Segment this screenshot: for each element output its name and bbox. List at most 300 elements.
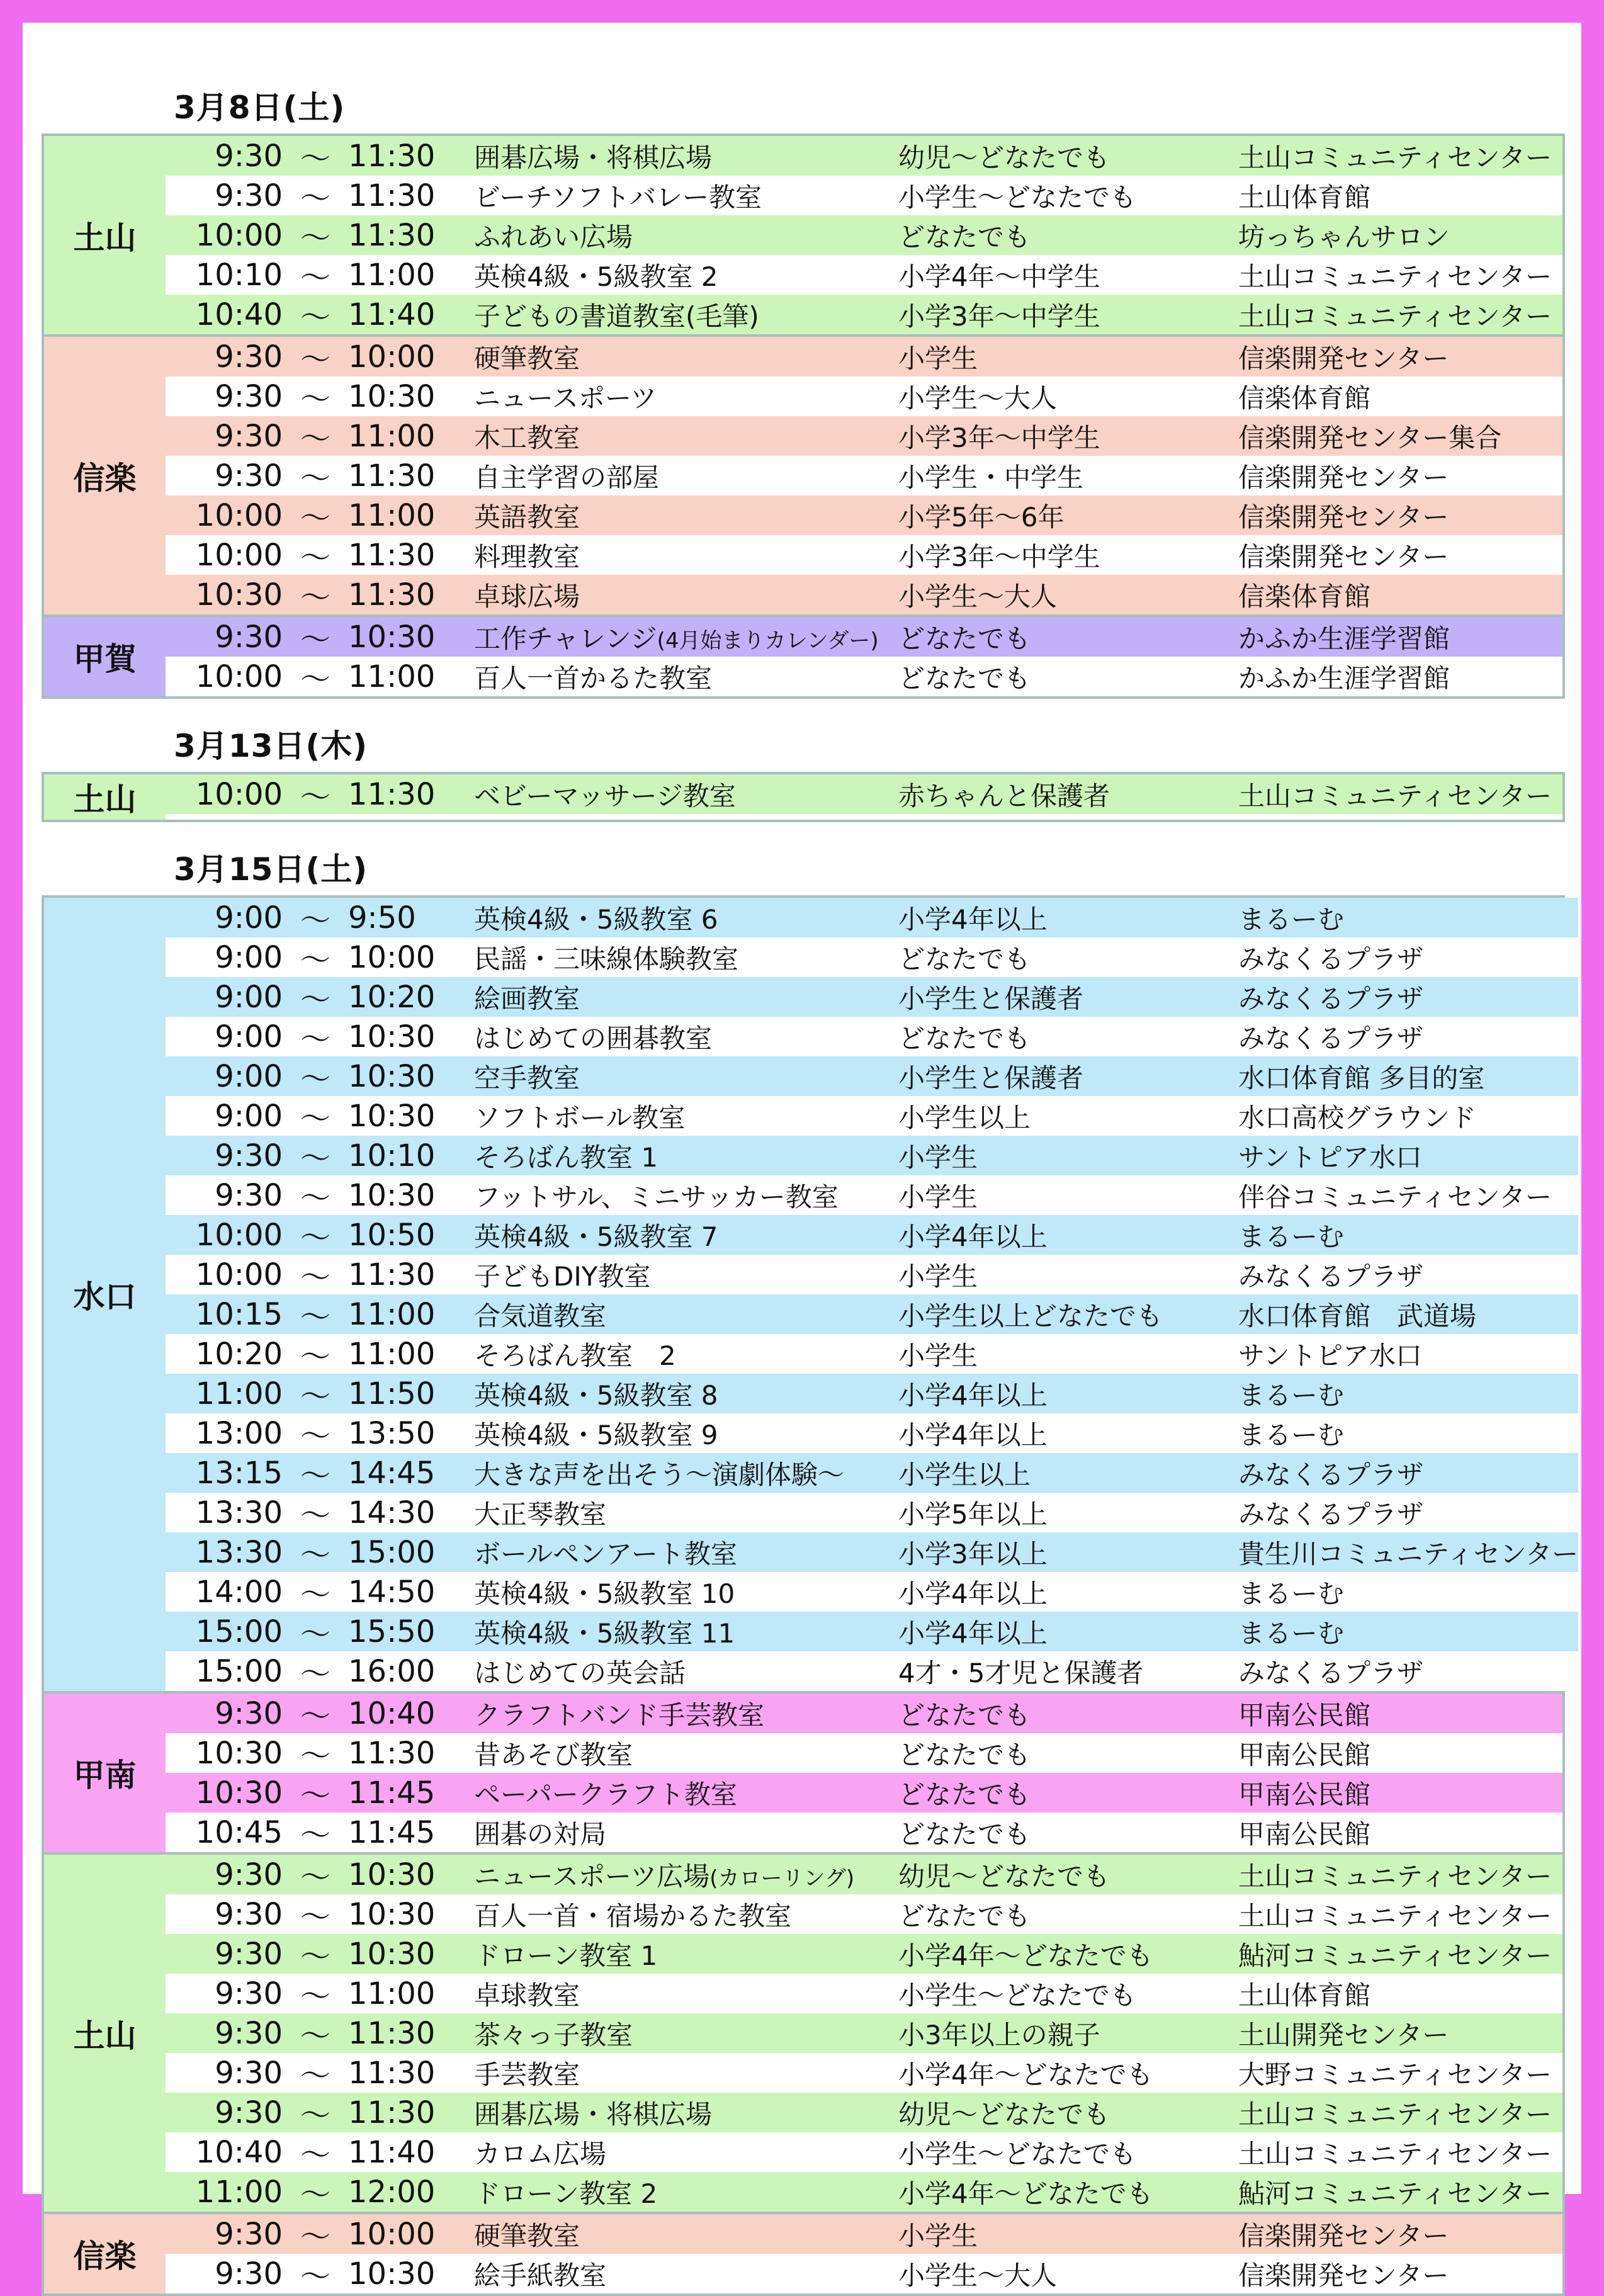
event-place: 土山コミュニティセンター: [1238, 780, 1552, 812]
event-name: [468, 576, 898, 614]
event-row: [166, 1255, 1578, 1294]
event-rows: [166, 1855, 1562, 2212]
area-label: 水口: [44, 898, 166, 1691]
start-time: 10:00: [195, 217, 283, 253]
event-row: [166, 2172, 1562, 2212]
event-row: [166, 1493, 1578, 1532]
time-separator: ～: [300, 1458, 330, 1493]
start-time: 15:00: [195, 1614, 283, 1649]
time-separator: ～: [300, 2219, 330, 2254]
end-time: 10:10: [348, 1138, 436, 1173]
area-label: 土山: [44, 774, 166, 820]
event-place: 伴谷コミュニティセンター: [1238, 1181, 1552, 1213]
event-name-text: ふれあい広場: [474, 221, 633, 252]
time-separator: ～: [300, 260, 330, 295]
event-name: [468, 1018, 898, 1056]
event-place: まるーむ: [1238, 903, 1345, 935]
event-row: [166, 2132, 1562, 2172]
start-time: 10:00: [195, 1217, 283, 1253]
event-target: 小学4年以上: [898, 1419, 1048, 1451]
time-separator: ～: [300, 1101, 330, 1136]
event-target: 小学生・中学生: [898, 461, 1084, 493]
event-name-text: ベビーマッサージ教室: [474, 780, 736, 812]
time-separator: ～: [300, 421, 330, 456]
start-time: 9:00: [215, 939, 283, 975]
event-name-text: ソフトボール教室: [474, 1102, 686, 1133]
time-separator: ～: [300, 1061, 330, 1097]
event-target: 小学4年以上: [898, 903, 1048, 935]
time-separator: ～: [300, 1260, 330, 1295]
event-name: [468, 1653, 898, 1690]
start-time: 11:00: [195, 2174, 283, 2210]
event-name-text: ドローン教室 2: [474, 2178, 658, 2209]
event-target: 小学4年以上: [898, 1578, 1048, 1609]
event-name: [468, 2215, 898, 2253]
time-separator: ～: [300, 1699, 330, 1734]
event-name-text: 料理教室: [474, 541, 580, 572]
end-time: 11:00: [348, 1296, 436, 1332]
start-time: 10:00: [195, 659, 283, 694]
event-target: 小学5年以上: [898, 1498, 1048, 1530]
event-name-text: 子どもの書道教室(毛筆): [474, 300, 759, 332]
start-time: 13:30: [195, 1534, 283, 1570]
event-row: [166, 416, 1562, 456]
end-time: 11:00: [348, 257, 436, 293]
event-place: 土山開発センター: [1238, 2019, 1449, 2050]
event-name: [468, 1534, 898, 1571]
event-name-text: 硬筆教室: [474, 2220, 580, 2251]
event-name-text: 英検4級・5級教室 8: [474, 1379, 718, 1411]
start-time: 14:00: [195, 1574, 283, 1610]
event-place: サントピア水口: [1238, 1141, 1422, 1173]
end-time: 11:30: [348, 537, 436, 573]
event-name-text: 囲碁広場・将棋広場: [474, 142, 713, 173]
event-target: 小学生と保護者: [898, 1062, 1084, 1094]
end-time: 11:00: [348, 1976, 436, 2011]
end-time: 11:30: [348, 1735, 436, 1771]
event-name: [468, 1335, 898, 1373]
event-place: 土山コミュニティセンター: [1238, 1860, 1552, 1892]
end-time: 10:30: [348, 1936, 436, 1972]
event-name: [468, 1856, 898, 1894]
start-time: 13:30: [195, 1495, 283, 1530]
area-label: 信楽: [44, 337, 166, 614]
time-separator: ～: [300, 982, 330, 1017]
event-row: [166, 977, 1578, 1017]
end-time: 11:40: [348, 297, 436, 332]
event-row: [166, 2093, 1562, 2132]
event-target: 小学生: [898, 1260, 978, 1292]
start-time: 15:00: [195, 1653, 283, 1689]
event-row: [166, 1532, 1578, 1572]
end-time: 10:30: [348, 1098, 436, 1134]
time-separator: ～: [300, 1939, 330, 1974]
event-target: 小学4年～どなたでも: [898, 1940, 1153, 1971]
event-target: どなたでも: [898, 943, 1031, 975]
end-time: 10:30: [348, 619, 436, 655]
event-name: [468, 2015, 898, 2052]
event-name: [468, 1058, 898, 1095]
time-separator: ～: [300, 2137, 330, 2173]
event-target: 幼児～どなたでも: [898, 142, 1110, 173]
event-place: 信楽開発センター: [1238, 461, 1449, 493]
event-target: 4才・5才児と保護者: [898, 1657, 1144, 1688]
event-target: 小学4年以上: [898, 1379, 1048, 1411]
event-row: [166, 1773, 1562, 1812]
time-separator: ～: [300, 779, 330, 815]
event-place: まるーむ: [1238, 1221, 1345, 1252]
start-time: 9:30: [215, 1138, 283, 1173]
start-time: 9:30: [215, 2055, 283, 2091]
start-time: 9:00: [215, 1058, 283, 1094]
event-target: どなたでも: [898, 1818, 1031, 1850]
event-place: 信楽開発センター: [1238, 2220, 1449, 2251]
start-time: 9:00: [215, 1019, 283, 1055]
event-row: [166, 575, 1562, 614]
event-place: 信楽体育館: [1238, 580, 1371, 612]
end-time: 11:30: [348, 1257, 436, 1292]
event-name: [468, 658, 898, 696]
start-time: 9:30: [215, 2256, 283, 2292]
time-separator: ～: [300, 1899, 330, 1935]
event-name: [468, 776, 898, 813]
event-rows: [166, 136, 1562, 334]
event-name-text: 子どもDIY教室: [474, 1260, 651, 1292]
event-name-text: 空手教室: [474, 1062, 580, 1094]
end-time: 10:30: [348, 1857, 436, 1892]
end-time: 11:30: [348, 776, 436, 812]
event-name-text: フットサル、ミニサッカー教室: [474, 1181, 839, 1213]
event-target: どなたでも: [898, 662, 1031, 694]
event-name-text: 絵手紙教室: [474, 2259, 607, 2291]
start-time: 10:00: [195, 1257, 283, 1292]
time-separator: ～: [300, 220, 330, 256]
event-target: 小学生以上: [898, 1102, 1031, 1133]
event-target: 小学生: [898, 1340, 978, 1371]
time-separator: ～: [300, 1418, 330, 1454]
event-name-text: ニュースポーツ: [474, 382, 657, 414]
event-place: みなくるプラザ: [1238, 1459, 1424, 1490]
event-place: 土山コミュニティセンター: [1238, 2098, 1552, 2130]
event-name: [468, 1256, 898, 1294]
event-target: 赤ちゃんと保護者: [898, 780, 1110, 812]
event-name-text: 英検4級・5級教室 2: [474, 261, 718, 292]
event-target: どなたでも: [898, 1900, 1031, 1931]
event-row: [166, 535, 1562, 575]
event-name: [468, 1573, 898, 1611]
event-rows: [166, 774, 1562, 820]
start-time: 9:30: [215, 418, 283, 454]
area-block: [42, 1694, 1565, 1855]
time-separator: ～: [300, 1656, 330, 1692]
end-time: 10:00: [348, 939, 436, 975]
event-name: [468, 1975, 898, 2013]
event-place: みなくるプラザ: [1238, 1022, 1424, 1054]
start-time: 10:00: [195, 537, 283, 573]
time-separator: ～: [300, 1617, 330, 1652]
event-target: どなたでも: [898, 623, 1031, 654]
event-name-note: (4月始まりカレンダー): [657, 628, 879, 653]
time-separator: ～: [300, 1141, 330, 1176]
event-row: [166, 898, 1578, 937]
start-time: 9:30: [215, 1976, 283, 2011]
event-name-text: 絵画教室: [474, 983, 580, 1014]
end-time: 14:45: [348, 1455, 436, 1491]
time-separator: ～: [300, 2259, 330, 2294]
date-heading: 3月13日(木): [174, 728, 368, 764]
event-place: まるーむ: [1238, 1578, 1345, 1609]
event-target: 小学3年～中学生: [898, 541, 1100, 572]
event-name: [468, 1216, 898, 1254]
event-target: 小3年以上の親子: [898, 2019, 1100, 2050]
area-label: 信楽: [44, 2214, 166, 2293]
event-rows: [166, 617, 1562, 696]
event-row: [166, 1855, 1562, 1894]
start-time: 9:30: [215, 1936, 283, 1972]
event-name: [468, 1613, 898, 1651]
event-row: [166, 1651, 1578, 1691]
end-time: 11:50: [348, 1376, 436, 1411]
event-name-text: ビーチソフトバレー教室: [474, 181, 762, 213]
end-time: 10:50: [348, 1217, 436, 1253]
event-target: 小学生～大人: [898, 382, 1058, 414]
time-separator: ～: [300, 2177, 330, 2212]
event-name-text: 百人一首・宿場かるた教室: [474, 1900, 792, 1931]
event-name: [468, 177, 898, 215]
start-time: 9:30: [215, 339, 283, 375]
event-name-text: 英検4級・5級教室 10: [474, 1578, 735, 1609]
event-name-text: 茶々っ子教室: [474, 2019, 633, 2050]
start-time: 11:00: [195, 1376, 283, 1411]
event-target: 小学生以上: [898, 1459, 1031, 1490]
event-row: [166, 1733, 1562, 1773]
event-target: 小学生: [898, 1141, 978, 1173]
event-target: 小学生～どなたでも: [898, 2138, 1137, 2169]
event-row: [166, 1056, 1578, 1096]
event-name: [468, 618, 898, 656]
end-time: 14:30: [348, 1495, 436, 1530]
event-name: [468, 1814, 898, 1852]
area-label: 甲賀: [44, 617, 166, 696]
time-separator: ～: [300, 461, 330, 496]
time-separator: ～: [300, 300, 330, 335]
event-place: 甲南公民館: [1238, 1739, 1371, 1770]
event-target: 小学3年～中学生: [898, 422, 1100, 453]
start-time: 9:30: [215, 1177, 283, 1213]
end-time: 10:40: [348, 1695, 436, 1731]
area-label: 土山: [44, 136, 166, 334]
event-target: 小学生: [898, 1181, 978, 1213]
time-separator: ～: [300, 580, 330, 615]
end-time: 10:00: [348, 339, 436, 375]
event-row: [166, 1175, 1578, 1215]
event-row: [166, 337, 1562, 376]
end-time: 13:50: [348, 1415, 436, 1451]
time-separator: ～: [300, 141, 330, 176]
event-row: [166, 2254, 1562, 2293]
time-separator: ～: [300, 1860, 330, 1895]
event-target: どなたでも: [898, 1699, 1031, 1731]
event-name: [468, 2094, 898, 2132]
event-place: 水口体育館 多目的室: [1238, 1062, 1485, 1094]
end-time: 11:30: [348, 2095, 436, 2130]
event-row: [166, 2214, 1562, 2254]
time-separator: ～: [300, 1022, 330, 1057]
time-separator: ～: [300, 2018, 330, 2054]
end-time: 9:50: [348, 900, 416, 936]
event-name: [468, 1296, 898, 1333]
start-time: 10:30: [195, 577, 283, 613]
event-place: 信楽体育館: [1238, 382, 1371, 414]
time-separator: ～: [300, 1577, 330, 1612]
event-target: 小学生～どなたでも: [898, 181, 1137, 213]
event-name-text: 卓球広場: [474, 580, 580, 612]
event-target: 小学生～大人: [898, 580, 1058, 612]
event-row: [166, 376, 1562, 416]
event-name: [468, 2134, 898, 2171]
start-time: 9:00: [215, 979, 283, 1015]
time-separator: ～: [300, 622, 330, 657]
event-name: [468, 1415, 898, 1452]
end-time: 16:00: [348, 1653, 436, 1689]
event-place: みなくるプラザ: [1238, 1657, 1424, 1688]
event-target: 小学生～どなたでも: [898, 1979, 1137, 2011]
event-row: [166, 1453, 1578, 1493]
event-name-text: ドローン教室 1: [474, 1940, 658, 1971]
end-time: 10:20: [348, 979, 436, 1015]
time-separator: ～: [300, 1537, 330, 1573]
time-separator: ～: [300, 2058, 330, 2093]
event-target: 小学5年～6年: [898, 501, 1065, 533]
event-place: まるーむ: [1238, 1419, 1345, 1451]
event-place: 信楽開発センター: [1238, 541, 1449, 572]
event-place: 貴生川コミュニティセンター: [1238, 1538, 1579, 1569]
event-place: 信楽開発センター集合: [1238, 422, 1502, 453]
event-name: [468, 1896, 898, 1933]
event-name-text: 木工教室: [474, 422, 580, 453]
end-time: 10:30: [348, 378, 436, 414]
time-separator: ～: [300, 540, 330, 575]
end-time: 11:00: [348, 418, 436, 454]
time-separator: ～: [300, 1299, 330, 1335]
end-time: 11:30: [348, 577, 436, 613]
start-time: 9:00: [215, 1098, 283, 1134]
start-time: 9:00: [215, 900, 283, 936]
start-time: 10:10: [195, 257, 283, 293]
event-place: まるーむ: [1238, 1617, 1345, 1649]
time-separator: ～: [300, 903, 330, 938]
start-time: 10:45: [195, 1814, 283, 1850]
event-place: 土山コミュニティセンター: [1238, 142, 1552, 173]
end-time: 11:30: [348, 138, 436, 174]
event-place: 土山体育館: [1238, 1979, 1371, 2011]
event-name-text: 工作チャレンジ: [474, 623, 657, 654]
event-name-text: 卓球教室: [474, 1979, 580, 2011]
event-name: [468, 1137, 898, 1175]
time-separator: ～: [300, 500, 330, 536]
start-time: 9:30: [215, 1695, 283, 1731]
end-time: 11:40: [348, 2134, 436, 2170]
start-time: 9:30: [215, 2015, 283, 2051]
time-separator: ～: [300, 1379, 330, 1414]
time-separator: ～: [300, 1738, 330, 1773]
start-time: 9:30: [215, 458, 283, 494]
event-place: 甲南公民館: [1238, 1699, 1371, 1731]
end-time: 10:30: [348, 2256, 436, 2292]
event-name: [468, 2054, 898, 2092]
event-place: 土山コミュニティセンター: [1238, 2138, 1552, 2169]
event-row: [166, 1694, 1562, 1733]
time-separator: ～: [300, 1778, 330, 1813]
event-target: 小学生以上どなたでも: [898, 1300, 1163, 1332]
end-time: 15:00: [348, 1534, 436, 1570]
event-row: [166, 1136, 1578, 1175]
event-name-text: 硬筆教室: [474, 342, 580, 374]
area-block: [42, 772, 1565, 822]
event-name: [468, 1695, 898, 1733]
event-target: どなたでも: [898, 1739, 1031, 1770]
time-separator: ～: [300, 942, 330, 978]
event-name: [468, 1097, 898, 1135]
end-time: 15:50: [348, 1614, 436, 1649]
event-row: [166, 1374, 1578, 1413]
start-time: 10:30: [195, 1775, 283, 1811]
time-separator: ～: [300, 1220, 330, 1255]
start-time: 9:30: [215, 1896, 283, 1932]
event-target: どなたでも: [898, 1022, 1031, 1054]
end-time: 11:00: [348, 497, 436, 533]
event-name: [468, 2255, 898, 2293]
end-time: 11:30: [348, 178, 436, 213]
event-place: 信楽開発センター: [1238, 2259, 1449, 2291]
end-time: 10:30: [348, 1019, 436, 1055]
area-block: [42, 1855, 1565, 2214]
event-row: [166, 774, 1562, 814]
event-name: [468, 256, 898, 294]
event-name-text: 昔あそび教室: [474, 1739, 633, 1770]
area-label: 土山: [44, 1855, 166, 2212]
area-block: [42, 2214, 1565, 2296]
event-place: 土山コミュニティセンター: [1238, 1900, 1552, 1931]
event-row: [166, 1894, 1562, 1934]
end-time: 11:45: [348, 1775, 436, 1811]
event-name: [468, 939, 898, 976]
event-target: 小学3年～中学生: [898, 300, 1100, 332]
event-target: 小学4年～どなたでも: [898, 2059, 1153, 2090]
start-time: 10:00: [195, 497, 283, 533]
event-name: [468, 296, 898, 334]
event-row: [166, 937, 1578, 977]
event-name-note: (カローリング): [709, 1865, 855, 1891]
time-separator: ～: [300, 382, 330, 417]
event-place: みなくるプラザ: [1238, 1498, 1424, 1530]
schedule-page: [23, 23, 1581, 2294]
event-name-text: 百人一首かるた教室: [474, 662, 713, 694]
event-name-text: 大正琴教室: [474, 1498, 607, 1530]
end-time: 11:30: [348, 2015, 436, 2051]
event-name-text: はじめての囲碁教室: [474, 1022, 713, 1054]
event-row: [166, 657, 1562, 696]
end-time: 12:00: [348, 2174, 436, 2210]
event-place: 土山コミュニティセンター: [1238, 261, 1552, 292]
event-row: [166, 456, 1562, 495]
event-name-text: 大きな声を出そう～演劇体験～: [474, 1459, 845, 1490]
event-place: 土山コミュニティセンター: [1238, 300, 1552, 332]
event-row: [166, 215, 1562, 255]
time-separator: ～: [300, 1498, 330, 1533]
area-label: 甲南: [44, 1694, 166, 1852]
time-separator: ～: [300, 2098, 330, 2133]
